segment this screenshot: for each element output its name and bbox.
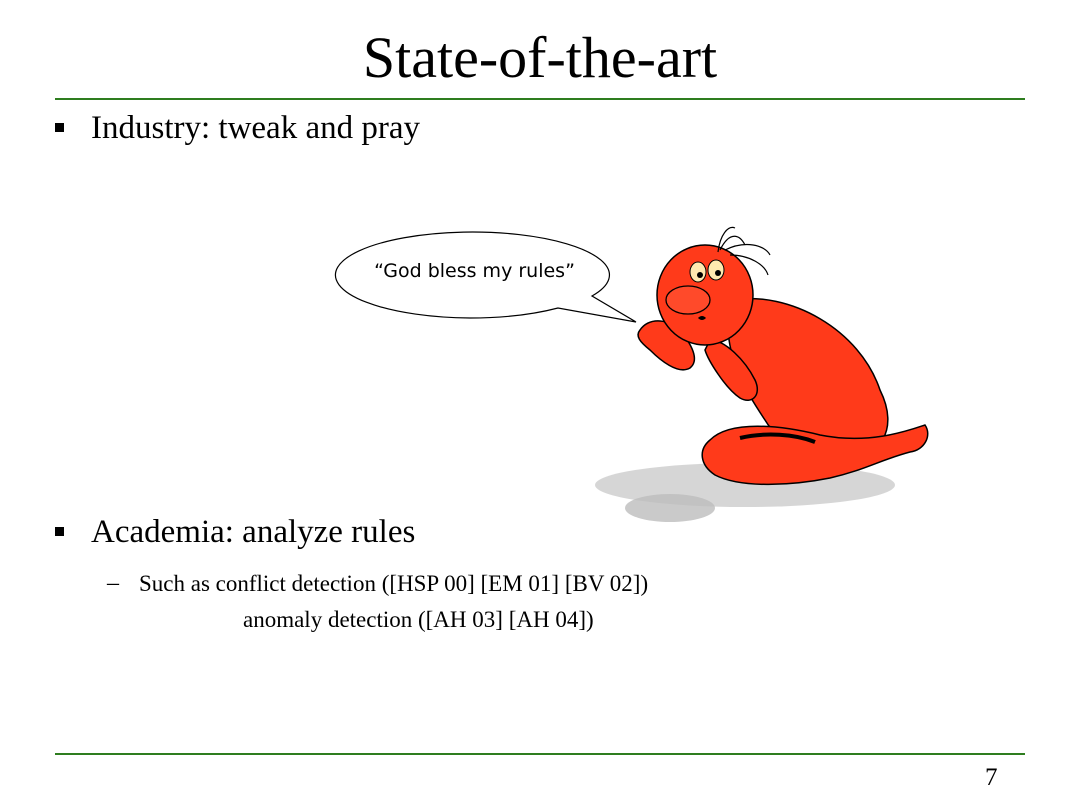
slide-title: State-of-the-art bbox=[362, 25, 718, 90]
praying-character-illustration bbox=[580, 220, 940, 540]
sub-bullet-dash: – bbox=[107, 570, 119, 596]
speech-bubble-text: “God bless my rules” bbox=[374, 260, 575, 282]
sub-bullet-line-2: anomaly detection ([AH 03] [AH 04]) bbox=[243, 607, 594, 632]
page-number: 7 bbox=[985, 764, 998, 791]
sub-bullet-line-1: Such as conflict detection ([HSP 00] [EM 01] [BV 02]) bbox=[139, 571, 649, 596]
title-divider bbox=[55, 98, 1025, 100]
bullet-marker bbox=[55, 123, 64, 132]
bullet-industry: Industry: tweak and pray bbox=[91, 110, 420, 146]
bullet-academia: Academia: analyze rules bbox=[91, 514, 416, 550]
footer-divider bbox=[55, 753, 1025, 755]
bullet-marker bbox=[55, 527, 64, 536]
